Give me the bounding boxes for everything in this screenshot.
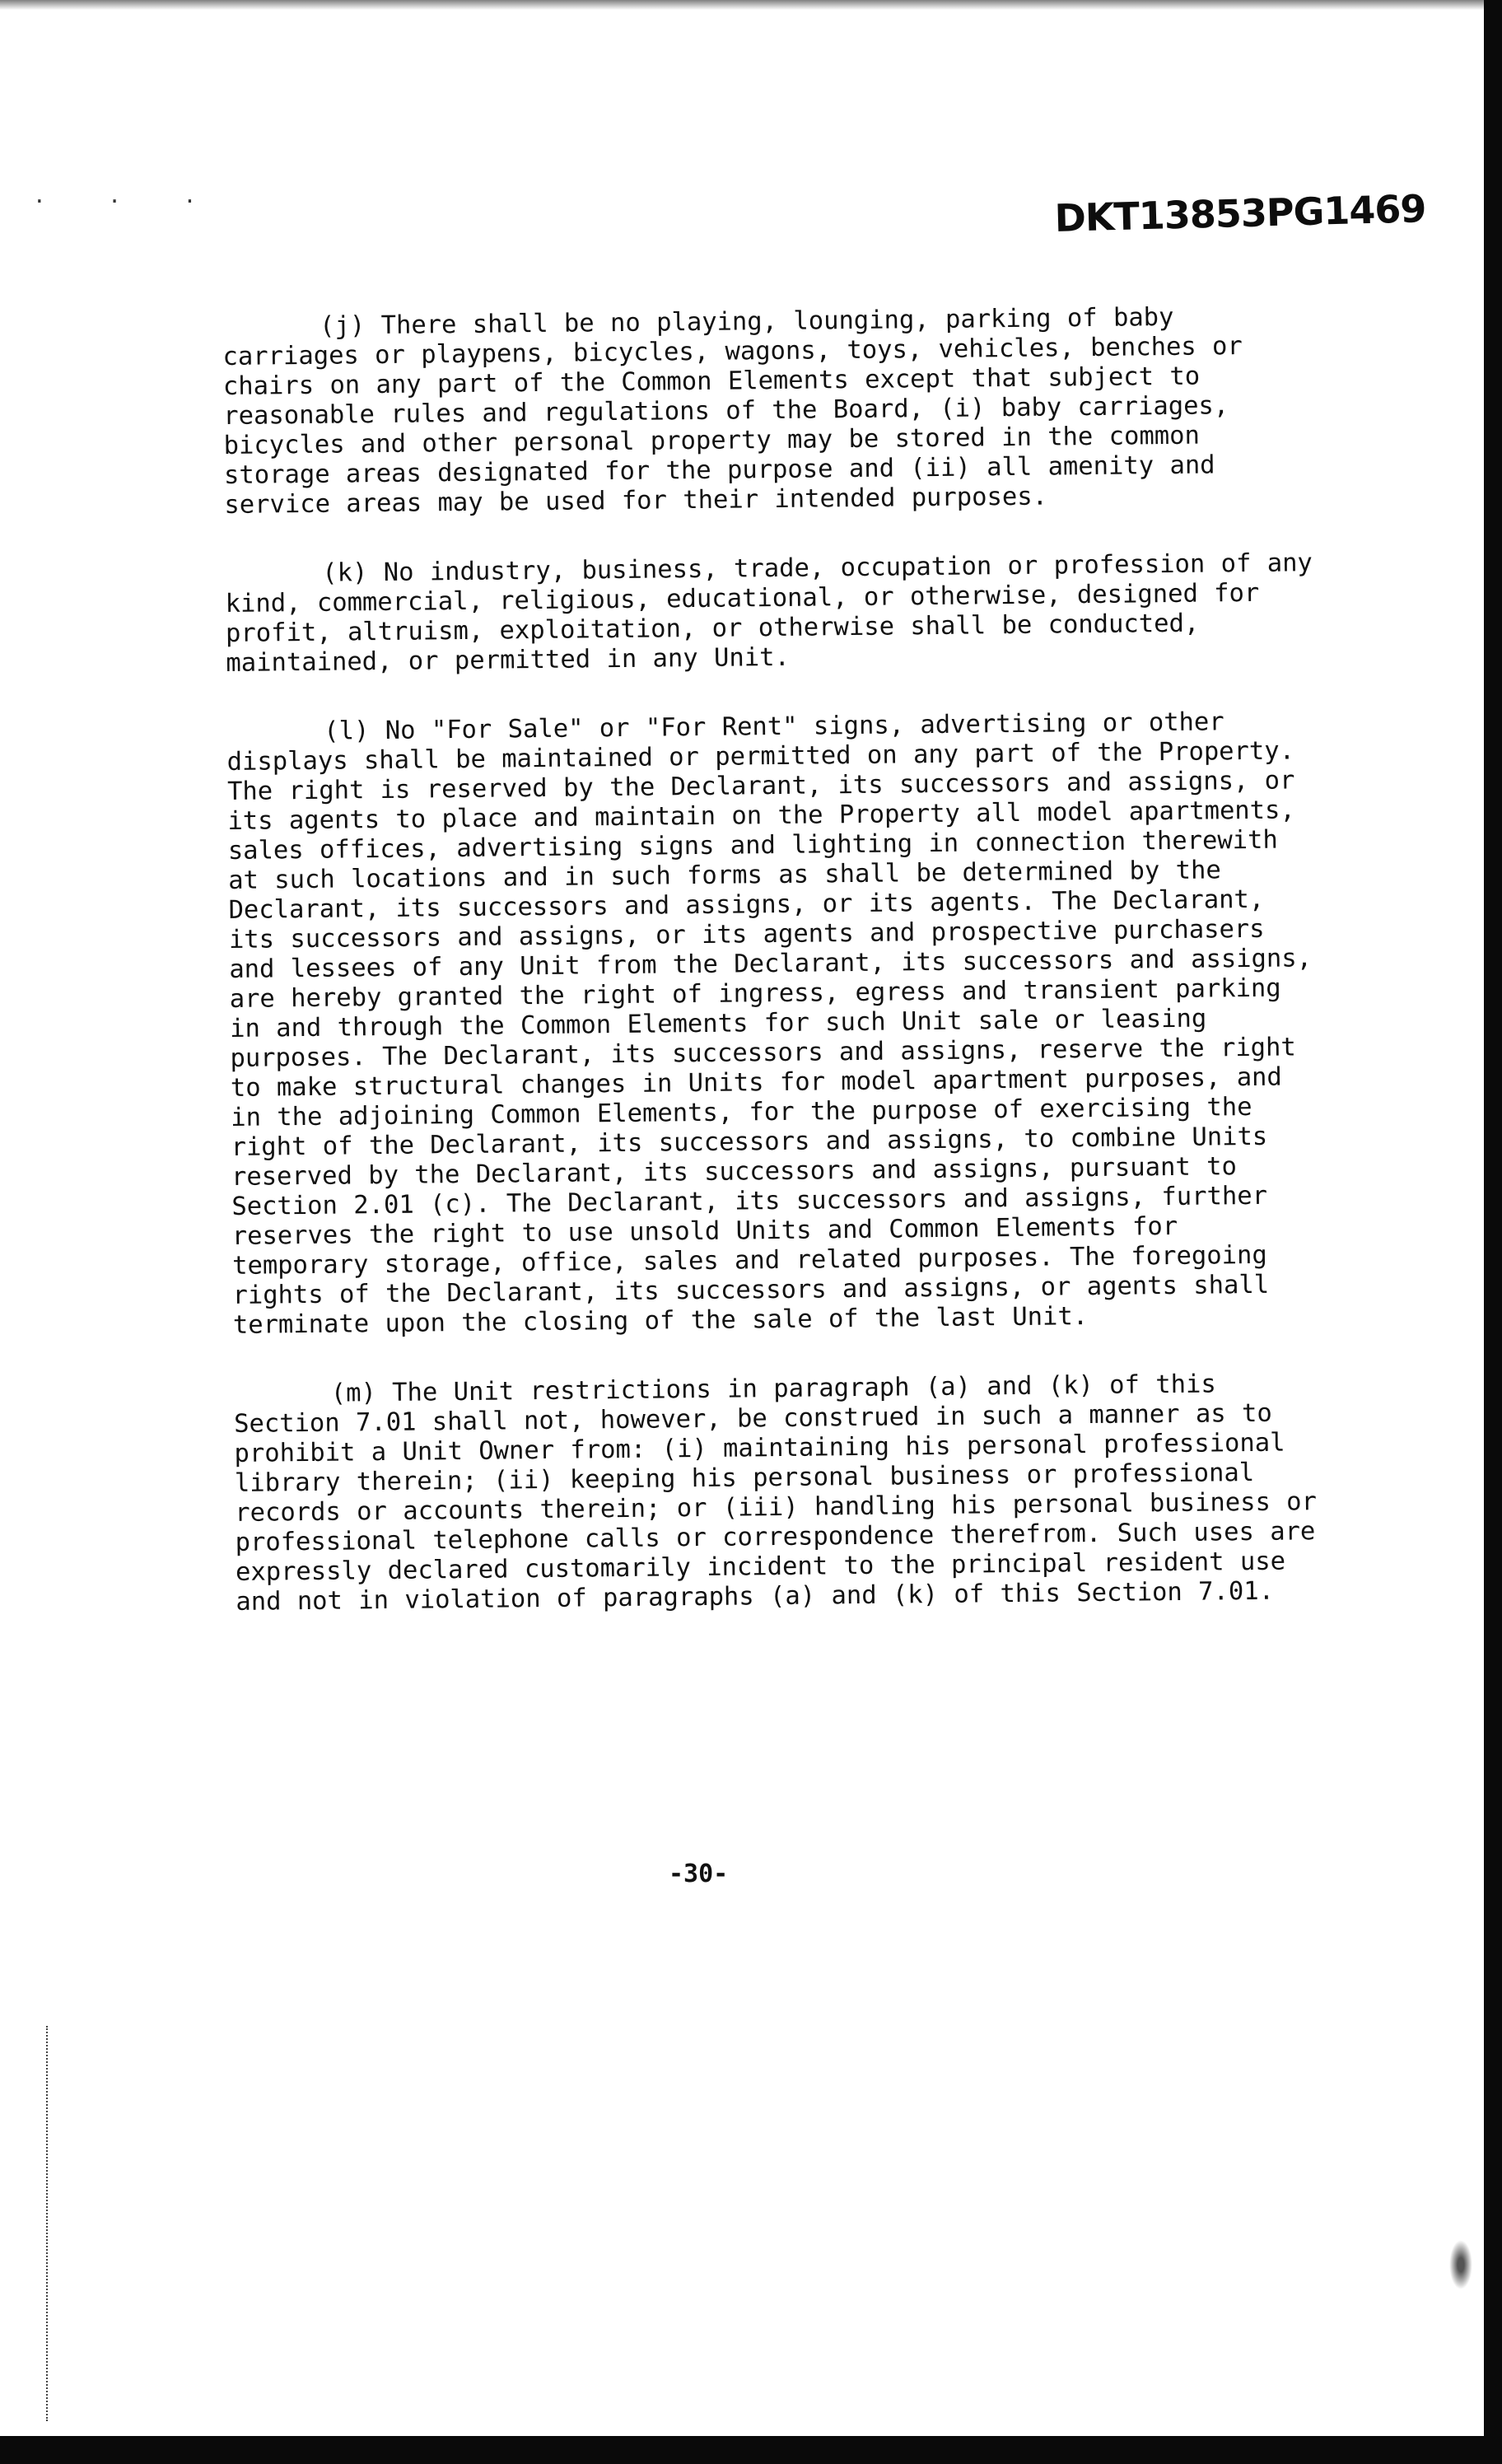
binding-margin-marks bbox=[46, 2026, 54, 2421]
book-page-stamp: DKT13853PG1469 bbox=[1054, 186, 1427, 240]
scan-top-edge bbox=[0, 0, 1502, 10]
document-body bbox=[222, 301, 1332, 1657]
paragraph-m: (m) The Unit restrictions in paragraph (a) and (k) of this Section 7.01 shall not, however, be construed in such a manner as to prohibit a Unit Owner from: (i) maintaining his personal professional library therein; (ii) keeping his personal business or professional records or accounts therein; or (iii) handling his personal business or professional telephone calls or correspondence therefrom. Such uses are expressly declared customarily incident to the principal resident use and not in violation of paragraphs (a) and (k) of this Section 7.01. bbox=[233, 1370, 1318, 1617]
paragraph-k: (k) No industry, business, trade, occupation or profession of any kind, commercial, religious, educational, or otherwise, designed for profit, altruism, exploitation, or otherwise shall be conducted, maintained, or permitted in any Unit. bbox=[225, 548, 1313, 678]
scan-right-edge bbox=[1484, 0, 1502, 2464]
margin-specks: · · · bbox=[33, 189, 222, 214]
paragraph-j: (j) There shall be no playing, lounging, parking of baby carriages or playpens, bicycles, wagons, toys, vehicles, benches or chairs on any part of the Common Elements except that subject to reasonable rules and regulations of the Board, (i) baby carriages, bicycles and other personal property may be stored in the common storage areas designated for the purpose and (ii) all amenity and service areas may be used for their intended purposes. bbox=[222, 302, 1243, 520]
scan-bottom-edge bbox=[0, 2436, 1502, 2464]
edge-speck bbox=[1449, 2240, 1472, 2289]
paragraph-l: (l) No "For Sale" or "For Rent" signs, advertising or other displays shall be maintained or permitted on any part of the Property. The right is reserved by the Declarant, its successors and assigns, or its agents to place and maintain on the Property all model apartments, sales offices, advertising signs and lighting in connection therewith at such locations and in such forms as shall be determined by the Declarant, its successors and assigns, or its agents. The Declarant, its successors and assigns, or its agents and prospective purchasers and lessees of any Unit from the Declarant, its successors and assigns, are hereby granted the right of ingress, egress and transient parking in and through the Common Elements for such Unit sale or leasing purposes. The Declarant, its successors and assigns, reserve the right to make structural changes in Units for model apartment purposes, and in the adjoining Common Elements, for the purpose of exercising the right of the Declarant, its successors and assigns, to combine Units reserved by the Declarant, its successors and assigns, pursuant to Section 2.01 (c). The Declarant, its successors and assigns, further reserves the right to use unsold Units and Common Elements for temporary storage, office, sales and related purposes. The foregoing rights of the Declarant, its successors and assigns, or agents shall terminate upon the closing of the sale of the last Unit. bbox=[226, 707, 1313, 1340]
page-number: -30- bbox=[669, 1860, 729, 1888]
